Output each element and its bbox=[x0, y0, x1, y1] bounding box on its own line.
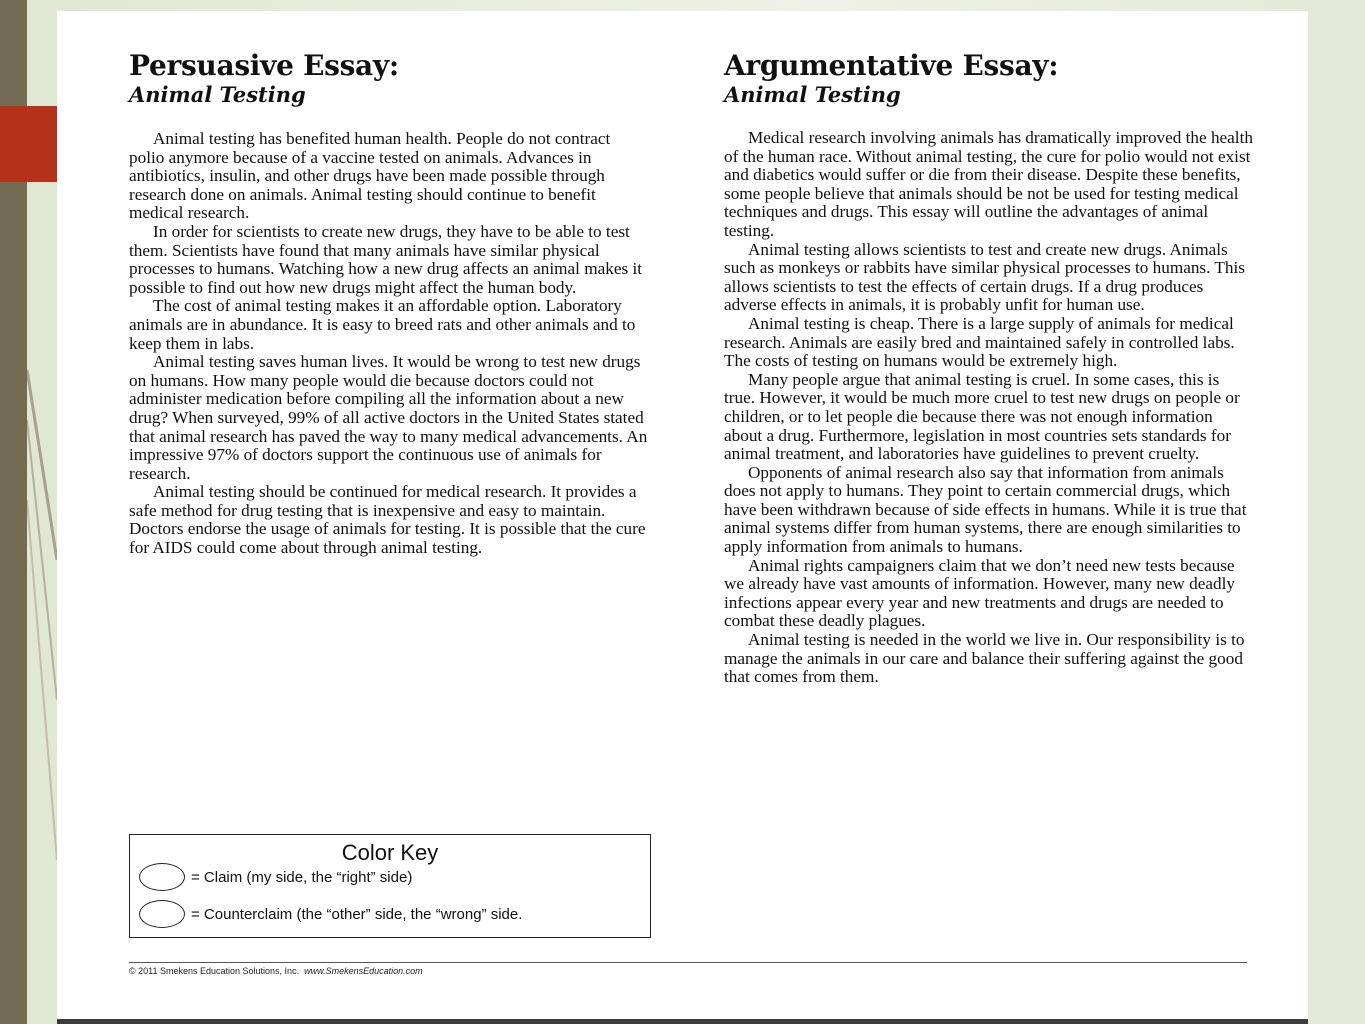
accent-block bbox=[0, 106, 57, 182]
paragraph: Animal testing should be continued for medical research. It provides a safe method for drug testing that is inexpensive and easy to maintain. Doctors endorse the usage of animals for testing. It is possible that the cure for AIDS could come about through animal testing. bbox=[129, 482, 646, 558]
paragraph: The cost of animal testing makes it an affordable option. Laboratory animals are in abundance. It is easy to breed rats and other animals and to keep them in labs. bbox=[129, 296, 636, 353]
footer-url: www.SmekensEducation.com bbox=[304, 966, 423, 976]
paragraph: Opponents of animal research also say that information from animals does not apply to humans. They point to certain commercial drugs, which have been withdrawn because of side effects in humans. While it is true that animal systems differ from human systems, there are enough similarities to apply information from animals to humans. bbox=[724, 462, 1247, 557]
persuasive-essay-title: Persuasive Essay: bbox=[129, 49, 399, 82]
paragraph: Animal testing has benefited human health. People do not contract polio anymore because of a vaccine tested on animals. Advances in antibiotics, insulin, and other drugs have been made possible through research done on animals. Animal testing should continue to benefit medical research. bbox=[129, 129, 611, 223]
persuasive-essay-subtitle: Animal Testing bbox=[129, 82, 306, 107]
argumentative-essay-subtitle: Animal Testing bbox=[724, 82, 901, 107]
counterclaim-key-label: = Counterclaim (the “other” side, the “wrong” side. bbox=[191, 905, 523, 923]
claim-key-label: = Claim (my side, the “right” side) bbox=[191, 868, 413, 886]
claim-circle-icon bbox=[139, 863, 185, 891]
persuasive-essay bbox=[129, 50, 649, 558]
footer-divider bbox=[129, 962, 1247, 963]
argumentative-essay-title: Argumentative Essay: bbox=[724, 49, 1059, 82]
argumentative-essay bbox=[724, 50, 1254, 687]
counterclaim-key-row bbox=[139, 899, 522, 929]
claim-key-row bbox=[139, 862, 412, 892]
footer bbox=[129, 966, 423, 976]
counterclaim-circle-icon bbox=[139, 900, 185, 928]
persuasive-essay-body bbox=[129, 130, 649, 558]
argumentative-essay-body bbox=[724, 129, 1254, 687]
paragraph: In order for scientists to create new drugs, they have to be able to test them. Scientists have found that many animals have similar physical processes to humans. Watching how a new drug affects an animal makes it possible to find out how new drugs might affect the human body. bbox=[129, 221, 642, 297]
paragraph: Animal testing is needed in the world we live in. Our responsibility is to manage the animals in our care and balance their suffering against the good that comes from them. bbox=[724, 630, 1245, 687]
paragraph: Many people argue that animal testing is cruel. In some cases, this is true. However, it would be much more cruel to test new drugs on people or children, or to let people die because there was not enough information about a drug. Furthermore, legislation in most countries sets standards for animal treatment, and laboratories have guidelines to prevent cruelty. bbox=[724, 369, 1240, 464]
footer-copyright: © 2011 Smekens Education Solutions, Inc. bbox=[129, 966, 300, 976]
color-key-box bbox=[129, 834, 651, 938]
paragraph: Medical research involving animals has dramatically improved the health of the human race. Without animal testing, the cure for polio would not exist and diabetics would suffer or die from their disease. Despite these benefits, some people believe that animals should be not be used for testing medical techniques and drugs. This essay will outline the advantages of animal testing. bbox=[724, 128, 1253, 240]
paragraph: Animal testing is cheap. There is a large supply of animals for medical research. Animals are easily bred and maintained safely in controlled labs. The costs of testing on humans would be extremely high. bbox=[724, 313, 1235, 371]
paragraph: Animal rights campaigners claim that we don’t need new tests because we already have vast amounts of information. However, many new deadly infections appear every year and new treatments and drugs are needed to combat these deadly plagues. bbox=[724, 555, 1235, 631]
color-key-title: Color Key bbox=[341, 840, 439, 865]
paragraph: Animal testing allows scientists to test and create new drugs. Animals such as monkeys or rabbits have similar physical processes to humans. This allows scientists to test the effects of certain drugs. If a drug produces adverse effects in animals, it is probably unfit for human use. bbox=[724, 239, 1245, 315]
paragraph: Animal testing saves human lives. It would be wrong to test new drugs on humans. How many people would die because doctors could not administer medication before compiling all the information about a new drug? When surveyed, 99% of all active doctors in the United States stated that animal research has paved the way to many medical advancements. An impressive 97% of doctors support the continuous use of animals for research. bbox=[129, 352, 648, 483]
page-bottom-border bbox=[57, 1019, 1308, 1024]
